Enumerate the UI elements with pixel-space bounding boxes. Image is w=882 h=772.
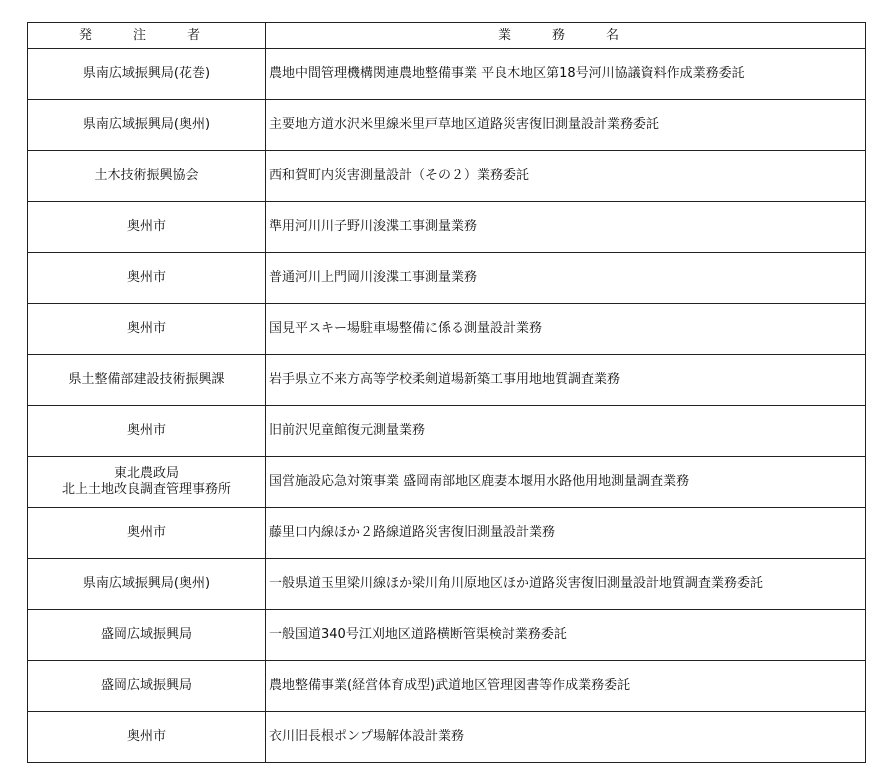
table-row [28, 49, 866, 100]
table-row [28, 202, 866, 253]
client-name: 奥州市 [126, 525, 166, 540]
task-name-cell: 農地中間管理機構関連農地整備事業 平良木地区第18号河川協議資料作成業務委託 [266, 49, 866, 100]
client-name: 盛岡広域振興局 [100, 627, 192, 642]
table-row [28, 151, 866, 202]
client-name: 北上土地改良調査管理事務所 [61, 482, 231, 497]
client-cell [28, 559, 266, 610]
client-name: 土木技術振興協会 [94, 168, 199, 183]
table-row [28, 610, 866, 661]
task-name-cell: 一般国道340号江刈地区道路横断管渠検討業務委託 [266, 610, 866, 661]
task-name-cell: 衣川旧長根ポンプ場解体設計業務 [266, 712, 866, 763]
client-name: 奥州市 [126, 729, 166, 744]
task-name-cell: 岩手県立不来方高等学校柔剣道場新築工事用地地質調査業務 [266, 355, 866, 406]
task-name-cell: 国見平スキー場駐車場整備に係る測量設計業務 [266, 304, 866, 355]
task-name-cell: 国営施設応急対策事業 盛岡南部地区鹿妻本堰用水路他用地測量調査業務 [266, 457, 866, 508]
table-row [28, 100, 866, 151]
client-name: 盛岡広域振興局 [100, 678, 192, 693]
client-name: 県南広域振興局(花巻) [82, 66, 211, 81]
table-row [28, 559, 866, 610]
client-cell [28, 355, 266, 406]
client-name: 県南広域振興局(奥州) [82, 117, 211, 132]
client-name: 奥州市 [126, 270, 166, 285]
table-body [28, 49, 866, 763]
task-name-cell: 一般県道玉里梁川線ほか梁川角川原地区ほか道路災害復旧測量設計地質調査業務委託 [266, 559, 866, 610]
client-cell [28, 457, 266, 508]
table-row [28, 355, 866, 406]
table-row [28, 457, 866, 508]
task-name-cell: 準用河川川子野川浚渫工事測量業務 [266, 202, 866, 253]
client-cell [28, 406, 266, 457]
task-name-cell: 藤里口内線ほか２路線道路災害復旧測量設計業務 [266, 508, 866, 559]
client-name: 奥州市 [126, 219, 166, 234]
header-task-name: 業 務 名 [266, 23, 866, 49]
table-row [28, 253, 866, 304]
table-row [28, 304, 866, 355]
header-row [28, 23, 866, 49]
task-name-cell: 西和賀町内災害測量設計（その２）業務委託 [266, 151, 866, 202]
client-cell [28, 100, 266, 151]
contract-table [27, 22, 866, 763]
client-name: 奥州市 [126, 423, 166, 438]
task-name-cell: 農地整備事業(経営体育成型)武道地区管理図書等作成業務委託 [266, 661, 866, 712]
client-cell [28, 151, 266, 202]
client-cell [28, 49, 266, 100]
client-cell [28, 508, 266, 559]
client-cell [28, 661, 266, 712]
task-name-cell: 普通河川上門岡川浚渫工事測量業務 [266, 253, 866, 304]
table-row [28, 712, 866, 763]
client-cell [28, 253, 266, 304]
client-cell [28, 610, 266, 661]
header-client: 発 注 者 [28, 23, 266, 49]
client-cell [28, 202, 266, 253]
client-cell [28, 304, 266, 355]
table-row [28, 406, 866, 457]
table-row [28, 508, 866, 559]
table-row [28, 661, 866, 712]
client-name: 県南広域振興局(奥州) [82, 576, 211, 591]
task-name-cell: 主要地方道水沢米里線米里戸草地区道路災害復旧測量設計業務委託 [266, 100, 866, 151]
client-name: 県土整備部建設技術振興課 [68, 372, 225, 387]
client-cell [28, 712, 266, 763]
client-name: 東北農政局 [113, 466, 179, 481]
task-name-cell: 旧前沢児童館復元測量業務 [266, 406, 866, 457]
client-name: 奥州市 [126, 321, 166, 336]
